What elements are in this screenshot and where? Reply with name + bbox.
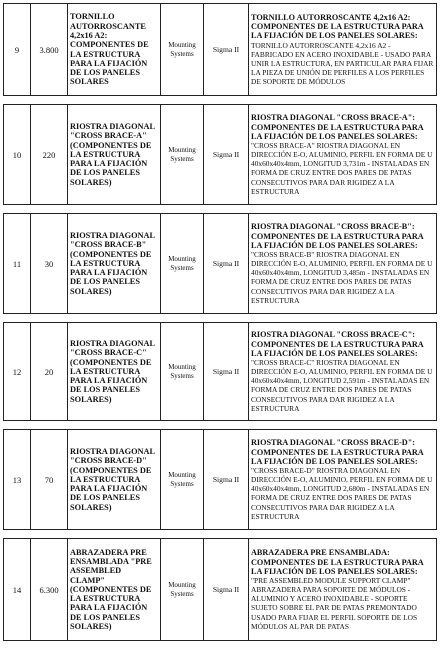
item-description <box>249 214 437 314</box>
items-table <box>3 3 437 641</box>
item-description <box>249 4 437 96</box>
item-category: Mounting Systems <box>161 214 204 314</box>
item-category: Mounting Systems <box>161 105 204 205</box>
item-number: 12 <box>4 323 31 421</box>
item-brand: Sigma II <box>204 4 249 96</box>
item-description <box>249 323 437 421</box>
description-heading: ABRAZADERA PRE ENSAMBLADA: COMPONENTES DE LA ESTRUCTURA PARA LA FIJACIÓN DE LOS PANELES SOLARES: <box>251 548 424 576</box>
item-quantity: 6.300 <box>31 539 68 641</box>
item-name: RIOSTRA DIAGONAL "CROSS BRACE-B" (COMPONENTES DE LA ESTRUCTURA PARA LA FIJACIÓN DE LOS PANELES SOLARES) <box>68 214 161 314</box>
description-body: TORNILLO AUTORROSCANTE 4,2x16 A2 - FABRICADO EN ACERO INOXIDABLE - USADO PARA UNIR LA ESTRUCTURA, EN PARTICULAR PARA FIJAR LA PIEZA DE UNIÓN DE PERFILES A LOS PERFILES DE SOPORTE DE MÓDULOS <box>251 40 434 87</box>
table-row <box>4 4 437 96</box>
description-heading: RIOSTRA DIAGONAL "CROSS BRACE-C": COMPONENTES DE LA ESTRUCTURA PARA LA FIJACIÓN DE LOS PANELES SOLARES: <box>251 330 424 358</box>
description-heading: RIOSTRA DIAGONAL "CROSS BRACE-A": COMPONENTES DE LA ESTRUCTURA PARA LA FIJACIÓN DE LOS PANELES SOLARES: <box>251 113 424 141</box>
item-number: 11 <box>4 214 31 314</box>
item-number: 9 <box>4 4 31 96</box>
item-category: Mounting Systems <box>161 430 204 530</box>
item-category: Mounting Systems <box>161 539 204 641</box>
description-body: "CROSS BRACE-D" RIOSTRA DIAGONAL EN DIRECCIÓN E-O, ALUMINIO, PERFIL EN FORMA DE U 40x60x40x4mm, LONGITUD 2,680m - INSTALADAS EN FORMA DE CRUZ ENTRE DOS PARES DE PATAS CONSECUTIVOS PARA DAR RIGIDEZ A LA ESTRUCTURA <box>251 466 433 521</box>
item-category: Mounting Systems <box>161 4 204 96</box>
item-name: TORNILLO AUTORROSCANTE 4,2x16 A2: COMPONENTES DE LA ESTRUCTURA PARA LA FIJACIÓN DE LOS PANELES SOLARES <box>68 4 161 96</box>
item-name: ABRAZADERA PRE ENSAMBLADA "PRE ASSEMBLED CLAMP" (COMPONENTES DE LA ESTRUCTURA PARA LA FIJACIÓN DE LOS PANELES SOLARES) <box>68 539 161 641</box>
description-body: "CROSS BRACE-A" RIOSTRA DIAGONAL EN DIRECCIÓN E-O, ALUMINIO, PERFIL EN FORMA DE U 40x60x40x4mm, LONGITUD 3,731m - INSTALADAS EN FORMA DE CRUZ ENTRE DOS PARES DE PATAS CONSECUTIVOS PARA DAR RIGIDEZ A LA ESTRUCTURA <box>251 141 433 196</box>
description-body: "CROSS BRACE-B" RIOSTRA DIAGONAL EN DIRECCIÓN E-O, ALUMINIO, PERFIL EN FORMA DE U 40x60x40x4mm, LONGITUD 3,485m - INSTALADAS EN FORMA DE CRUZ ENTRE DOS PARES DE PATAS CONSECUTIVOS PARA DAR RIGIDEZ A LA ESTRUCTURA <box>251 250 433 305</box>
item-quantity: 3.800 <box>31 4 68 96</box>
document-page <box>3 3 437 641</box>
table-row <box>4 323 437 421</box>
description-body: "CROSS BRACE-C" RIOSTRA DIAGONAL EN DIRECCIÓN E-O, ALUMINIO, PERFIL EN FORMA DE U 40x60x40x4mm, LONGITUD 2,591m - INSTALADAS EN FORMA DE CRUZ ENTRE DOS PARES DE PATAS CONSECUTIVOS PARA DAR RIGIDEZ A LA ESTRUCTURA <box>251 358 433 413</box>
item-brand: Sigma II <box>204 105 249 205</box>
item-description <box>249 430 437 530</box>
item-quantity: 30 <box>31 214 68 314</box>
item-quantity: 70 <box>31 430 68 530</box>
table-row <box>4 214 437 314</box>
item-quantity: 20 <box>31 323 68 421</box>
description-body: "PRE ASSEMBLED MODULE SUPPORT CLAMP" ABRAZADERA PARA SOPORTE DE MÓDULOS - ALUMINIO Y ACERO INOXIDABLE - SOPORTE SUJETO SOBRE EL PAR DE PATAS PREMONTADO USADO PARA FIJAR EL PERFIL SOPORTE DE LOS MÓDULOS AL PAR DE PATAS <box>251 576 418 631</box>
item-name: RIOSTRA DIAGONAL "CROSS BRACE-D" (COMPONENTES DE LA ESTRUCTURA PARA LA FIJACIÓN DE LOS PANELES SOLARES) <box>68 430 161 530</box>
item-number: 14 <box>4 539 31 641</box>
item-name: RIOSTRA DIAGONAL "CROSS BRACE-C" (COMPONENTES DE LA ESTRUCTURA PARA LA FIJACIÓN DE LOS PANELES SOLARES) <box>68 323 161 421</box>
item-description <box>249 105 437 205</box>
item-number: 10 <box>4 105 31 205</box>
item-category: Mounting Systems <box>161 323 204 421</box>
description-heading: TORNILLO AUTORROSCANTE 4,2x16 A2: COMPONENTES DE LA ESTRUCTURA PARA LA FIJACIÓN DE LOS PANELES SOLARES: <box>251 12 424 41</box>
item-brand: Sigma II <box>204 323 249 421</box>
item-brand: Sigma II <box>204 430 249 530</box>
item-name: RIOSTRA DIAGONAL "CROSS BRACE-A" (COMPONENTES DE LA ESTRUCTURA PARA LA FIJACIÓN DE LOS PANELES SOLARES) <box>68 105 161 205</box>
item-quantity: 220 <box>31 105 68 205</box>
table-row <box>4 105 437 205</box>
description-heading: RIOSTRA DIAGONAL "CROSS BRACE-D": COMPONENTES DE LA ESTRUCTURA PARA LA FIJACIÓN DE LOS PANELES SOLARES: <box>251 438 424 466</box>
item-brand: Sigma II <box>204 214 249 314</box>
description-heading: RIOSTRA DIAGONAL "CROSS BRACE-B": COMPONENTES DE LA ESTRUCTURA PARA LA FIJACIÓN DE LOS PANELES SOLARES: <box>251 222 424 250</box>
table-row <box>4 539 437 641</box>
item-brand: Sigma II <box>204 539 249 641</box>
table-row <box>4 430 437 530</box>
item-number: 13 <box>4 430 31 530</box>
item-description <box>249 539 437 641</box>
